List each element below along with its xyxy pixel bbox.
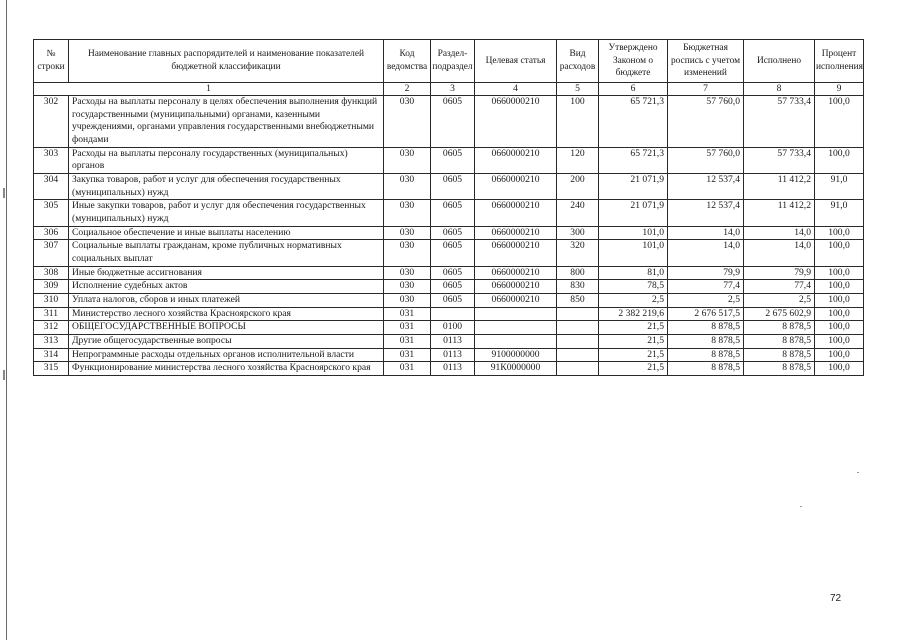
scan-speck	[800, 506, 802, 507]
row-schedule: 12 537,4	[668, 173, 744, 199]
row-expense-type: 200	[557, 173, 599, 199]
header-approved: Утверждено Законом о бюджете	[599, 40, 668, 83]
column-number: 8	[744, 83, 815, 96]
row-number: 313	[34, 334, 69, 348]
row-target: 0660000210	[475, 226, 557, 240]
row-dept-code: 030	[384, 96, 431, 148]
row-expense-type	[557, 362, 599, 376]
row-name: Уплата налогов, сборов и иных платежей	[69, 293, 384, 307]
row-approved: 21,5	[599, 334, 668, 348]
binder-mark	[3, 188, 5, 198]
row-name: Иные закупки товаров, работ и услуг для обеспечения государственных (муниципальных) нужд	[69, 200, 384, 226]
row-dept-code: 030	[384, 280, 431, 294]
row-percent: 100,0	[815, 280, 864, 294]
row-target: 0660000210	[475, 96, 557, 148]
table-row	[34, 348, 864, 362]
row-number: 308	[34, 266, 69, 280]
table-header	[34, 40, 864, 96]
row-number: 315	[34, 362, 69, 376]
row-executed: 2 675 602,9	[744, 307, 815, 321]
row-name: Непрограммные расходы отдельных органов исполнительной власти	[69, 348, 384, 362]
row-expense-type: 100	[557, 96, 599, 148]
row-number: 314	[34, 348, 69, 362]
row-section: 0113	[431, 348, 475, 362]
page-number: 72	[830, 593, 842, 604]
row-target: 91К0000000	[475, 362, 557, 376]
row-target: 0660000210	[475, 240, 557, 266]
row-target	[475, 307, 557, 321]
column-number: 1	[34, 83, 384, 96]
table-row	[34, 321, 864, 335]
table-row	[34, 362, 864, 376]
header-budget-schedule: Бюджетная роспись с учетом изменений	[668, 40, 744, 83]
row-target: 0660000210	[475, 293, 557, 307]
table-row	[34, 173, 864, 199]
row-name: Социальное обеспечение и иные выплаты населению	[69, 226, 384, 240]
binder-margin-line	[6, 0, 7, 640]
row-approved: 65 721,3	[599, 147, 668, 173]
row-target: 0660000210	[475, 266, 557, 280]
row-dept-code: 030	[384, 173, 431, 199]
row-dept-code: 030	[384, 226, 431, 240]
column-number: 7	[668, 83, 744, 96]
row-expense-type	[557, 348, 599, 362]
row-dept-code: 030	[384, 240, 431, 266]
row-percent: 91,0	[815, 200, 864, 226]
row-section: 0605	[431, 266, 475, 280]
table-body	[34, 96, 864, 376]
row-target	[475, 321, 557, 335]
header-name: Наименование главных распорядителей и наименование показателей бюджетной классификации	[69, 40, 384, 83]
row-approved: 2,5	[599, 293, 668, 307]
row-approved: 21 071,9	[599, 200, 668, 226]
header-dept-code: Код ведомства	[384, 40, 431, 83]
row-name: Расходы на выплаты персоналу в целях обеспечения выполнения функций государственными (муниципальными) органами, казенными учреждениями, органами управления государственными внебюджетными фондами	[69, 96, 384, 148]
column-number: 2	[384, 83, 431, 96]
row-number: 304	[34, 173, 69, 199]
row-executed: 11 412,2	[744, 200, 815, 226]
row-number: 305	[34, 200, 69, 226]
row-schedule: 12 537,4	[668, 200, 744, 226]
row-dept-code: 031	[384, 362, 431, 376]
binder-mark	[3, 370, 5, 380]
row-percent: 100,0	[815, 307, 864, 321]
row-approved: 21,5	[599, 321, 668, 335]
row-dept-code: 030	[384, 293, 431, 307]
header-executed: Исполнено	[744, 40, 815, 83]
row-executed: 8 878,5	[744, 334, 815, 348]
column-number: 3	[431, 83, 475, 96]
row-dept-code: 031	[384, 348, 431, 362]
row-executed: 8 878,5	[744, 362, 815, 376]
table-row	[34, 280, 864, 294]
row-dept-code: 030	[384, 200, 431, 226]
row-name: Закупка товаров, работ и услуг для обеспечения государственных (муниципальных) нужд	[69, 173, 384, 199]
row-expense-type: 320	[557, 240, 599, 266]
row-section: 0113	[431, 362, 475, 376]
row-schedule: 8 878,5	[668, 334, 744, 348]
row-expense-type	[557, 321, 599, 335]
table-row	[34, 147, 864, 173]
row-expense-type: 830	[557, 280, 599, 294]
row-percent: 100,0	[815, 321, 864, 335]
row-executed: 79,9	[744, 266, 815, 280]
column-number: 5	[557, 83, 599, 96]
row-schedule: 79,9	[668, 266, 744, 280]
row-target: 0660000210	[475, 173, 557, 199]
row-name: Исполнение судебных актов	[69, 280, 384, 294]
row-target: 0660000210	[475, 200, 557, 226]
row-expense-type: 120	[557, 147, 599, 173]
row-executed: 14,0	[744, 226, 815, 240]
row-schedule: 8 878,5	[668, 362, 744, 376]
row-executed: 8 878,5	[744, 321, 815, 335]
row-approved: 101,0	[599, 240, 668, 266]
row-section: 0605	[431, 226, 475, 240]
row-percent: 100,0	[815, 348, 864, 362]
header-row-no: № строки	[34, 40, 69, 83]
row-executed: 8 878,5	[744, 348, 815, 362]
column-number: 9	[815, 83, 864, 96]
row-executed: 14,0	[744, 240, 815, 266]
row-approved: 65 721,3	[599, 96, 668, 148]
row-section	[431, 307, 475, 321]
row-section: 0113	[431, 334, 475, 348]
row-section: 0605	[431, 200, 475, 226]
row-expense-type: 850	[557, 293, 599, 307]
row-section: 0605	[431, 240, 475, 266]
table-row	[34, 307, 864, 321]
row-section: 0605	[431, 293, 475, 307]
column-number-row	[34, 83, 864, 96]
row-executed: 77,4	[744, 280, 815, 294]
row-approved: 21 071,9	[599, 173, 668, 199]
row-executed: 57 733,4	[744, 147, 815, 173]
row-schedule: 8 878,5	[668, 348, 744, 362]
row-dept-code: 031	[384, 307, 431, 321]
row-schedule: 57 760,0	[668, 96, 744, 148]
row-schedule: 14,0	[668, 240, 744, 266]
header-expense-type: Вид расходов	[557, 40, 599, 83]
row-executed: 57 733,4	[744, 96, 815, 148]
row-name: Иные бюджетные ассигнования	[69, 266, 384, 280]
row-percent: 100,0	[815, 240, 864, 266]
header-percent: Процент исполнения	[815, 40, 864, 83]
row-name: Расходы на выплаты персоналу государственных (муниципальных) органов	[69, 147, 384, 173]
header-row	[34, 40, 864, 83]
row-schedule: 77,4	[668, 280, 744, 294]
row-dept-code: 030	[384, 147, 431, 173]
row-number: 310	[34, 293, 69, 307]
row-percent: 100,0	[815, 362, 864, 376]
row-name: Другие общегосударственные вопросы	[69, 334, 384, 348]
row-approved: 78,5	[599, 280, 668, 294]
row-executed: 11 412,2	[744, 173, 815, 199]
table-row	[34, 226, 864, 240]
header-section: Раздел-подраздел	[431, 40, 475, 83]
row-number: 312	[34, 321, 69, 335]
row-dept-code: 031	[384, 334, 431, 348]
row-approved: 2 382 219,6	[599, 307, 668, 321]
row-schedule: 2 676 517,5	[668, 307, 744, 321]
row-approved: 101,0	[599, 226, 668, 240]
row-number: 302	[34, 96, 69, 148]
row-schedule: 14,0	[668, 226, 744, 240]
table-row	[34, 200, 864, 226]
row-name: ОБЩЕГОСУДАРСТВЕННЫЕ ВОПРОСЫ	[69, 321, 384, 335]
row-schedule: 2,5	[668, 293, 744, 307]
table-row	[34, 293, 864, 307]
row-name: Функционирование министерства лесного хозяйства Красноярского края	[69, 362, 384, 376]
row-section: 0605	[431, 280, 475, 294]
row-target	[475, 334, 557, 348]
header-target: Целевая статья	[475, 40, 557, 83]
row-percent: 100,0	[815, 147, 864, 173]
row-number: 306	[34, 226, 69, 240]
row-target: 0660000210	[475, 147, 557, 173]
row-section: 0100	[431, 321, 475, 335]
scan-speck	[857, 472, 859, 473]
row-number: 307	[34, 240, 69, 266]
row-number: 311	[34, 307, 69, 321]
row-schedule: 57 760,0	[668, 147, 744, 173]
row-target: 9100000000	[475, 348, 557, 362]
column-number: 6	[599, 83, 668, 96]
row-expense-type: 800	[557, 266, 599, 280]
row-percent: 100,0	[815, 293, 864, 307]
row-section: 0605	[431, 147, 475, 173]
row-name: Социальные выплаты гражданам, кроме публичных нормативных социальных выплат	[69, 240, 384, 266]
row-expense-type	[557, 307, 599, 321]
table-row	[34, 96, 864, 148]
row-approved: 21,5	[599, 362, 668, 376]
row-approved: 81,0	[599, 266, 668, 280]
table-row	[34, 240, 864, 266]
row-dept-code: 030	[384, 266, 431, 280]
column-number: 4	[475, 83, 557, 96]
row-name: Министерство лесного хозяйства Красноярского края	[69, 307, 384, 321]
row-expense-type: 240	[557, 200, 599, 226]
row-section: 0605	[431, 173, 475, 199]
row-expense-type	[557, 334, 599, 348]
table-row	[34, 266, 864, 280]
budget-execution-table	[33, 39, 864, 376]
row-percent: 100,0	[815, 226, 864, 240]
row-section: 0605	[431, 96, 475, 148]
row-target: 0660000210	[475, 280, 557, 294]
row-percent: 100,0	[815, 96, 864, 148]
row-expense-type: 300	[557, 226, 599, 240]
table-row	[34, 334, 864, 348]
row-number: 309	[34, 280, 69, 294]
row-schedule: 8 878,5	[668, 321, 744, 335]
row-executed: 2,5	[744, 293, 815, 307]
row-number: 303	[34, 147, 69, 173]
row-percent: 91,0	[815, 173, 864, 199]
row-dept-code: 031	[384, 321, 431, 335]
row-percent: 100,0	[815, 266, 864, 280]
row-approved: 21,5	[599, 348, 668, 362]
row-percent: 100,0	[815, 334, 864, 348]
